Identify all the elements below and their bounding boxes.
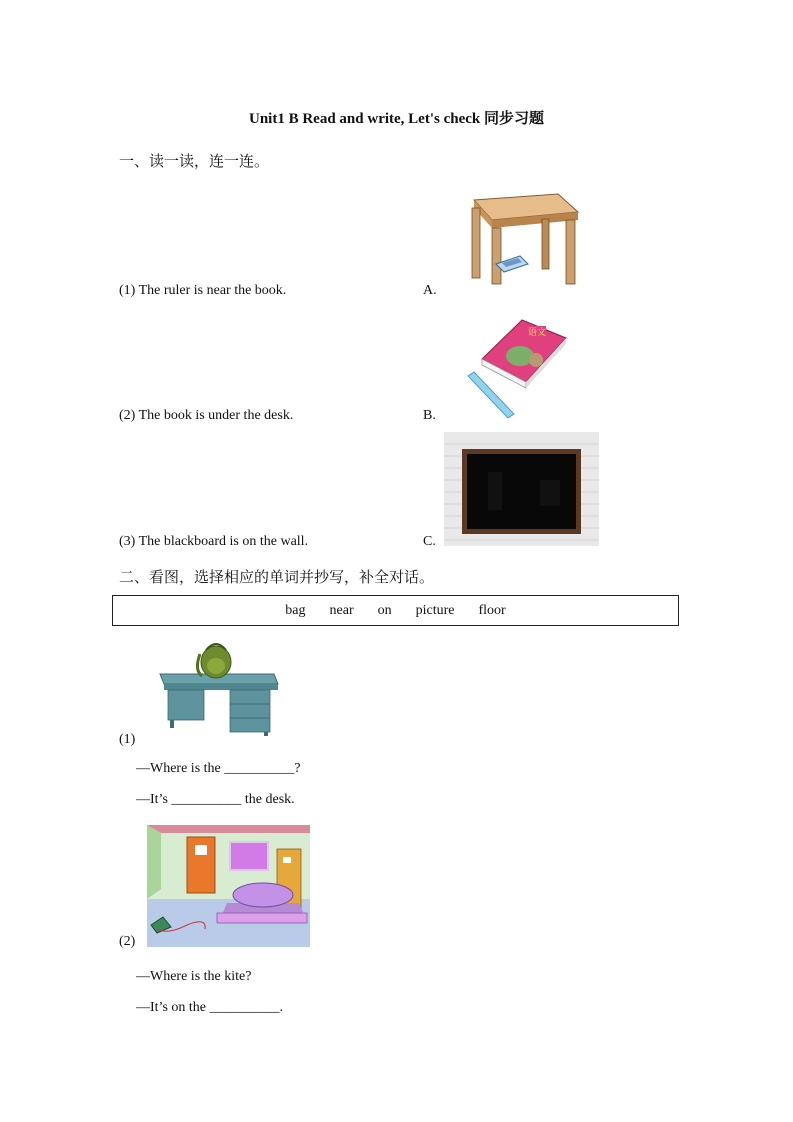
word-floor: floor <box>478 602 506 618</box>
sentence-3: (3) The blackboard is on the wall. <box>119 534 309 549</box>
option-b-label: B. <box>423 408 436 423</box>
page-title: Unit1 B Read and write, Let's check 同步习题 <box>249 111 544 127</box>
word-bag: bag <box>285 602 306 618</box>
question-1-line-1: —Where is the __________? <box>136 761 301 776</box>
word-on: on <box>377 602 392 618</box>
question-2-line-2: —It’s on the __________. <box>136 1000 283 1015</box>
word-picture: picture <box>415 602 455 618</box>
word-near: near <box>329 602 354 618</box>
option-c-label: C. <box>423 534 436 549</box>
bedroom-kite-image <box>147 825 310 947</box>
book-and-ruler-image <box>462 314 572 420</box>
question-1-number: (1) <box>119 732 136 747</box>
question-2-line-1: —Where is the kite? <box>136 969 252 984</box>
sentence-1: (1) The ruler is near the book. <box>119 283 287 298</box>
bag-on-desk-image <box>156 640 282 736</box>
option-a-label: A. <box>423 283 437 298</box>
section-2-heading: 二、看图，选择相应的单词并抄写，补全对话。 <box>119 568 435 586</box>
book-under-desk-image <box>462 192 582 288</box>
question-2-number: (2) <box>119 934 136 949</box>
question-1-line-2: —It’s __________ the desk. <box>136 792 295 807</box>
section-1-heading: 一、读一读，连一连。 <box>119 152 270 170</box>
word-bank-box <box>112 595 679 626</box>
book-cover-text: 语文 <box>528 328 547 338</box>
sentence-2: (2) The book is under the desk. <box>119 408 294 423</box>
blackboard-on-wall-image <box>444 432 599 546</box>
